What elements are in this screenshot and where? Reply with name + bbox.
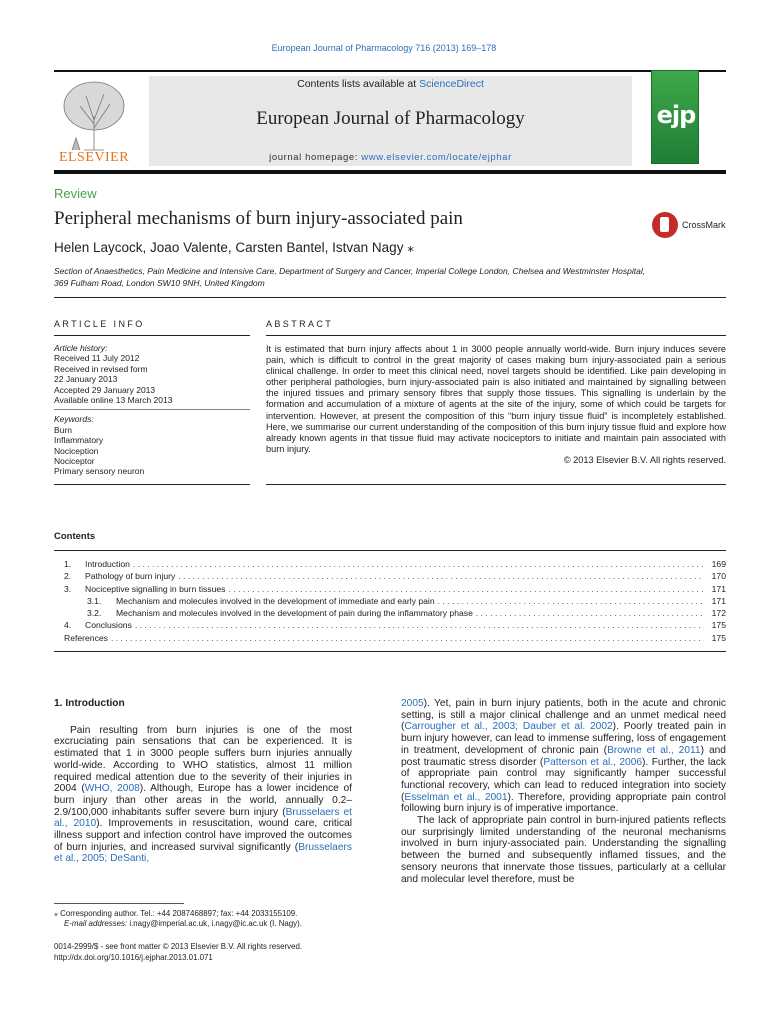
- history-item: 22 January 2013: [54, 374, 118, 385]
- table-of-contents: [54, 559, 726, 645]
- footnotes: [54, 909, 354, 929]
- toc-leader-dots: [476, 608, 703, 618]
- reference-link[interactable]: Brusselaers et al., 2005; DeSanti,: [54, 841, 352, 865]
- reference-link[interactable]: Patterson et al., 2006: [543, 756, 643, 768]
- corresponding-author-note: ⁎ Corresponding author. Tel.: +44 2087468897; fax: +44 2033155109.: [54, 909, 298, 918]
- contents-title: Contents: [54, 531, 96, 542]
- abstract-text: It is estimated that burn injury affects about 1 in 3000 people annually world-wide. Burn injury induces severe pain, which is difficult to control in the great majority of cases making burn injury-associated pain a serious clinical challenge. In order to meet this clinical need, novel targets should be identified. Like pain developing in other peripheral pathologies, burn injury-associated pain is also initiated and maintained by signalling between the injured tissues and primary sensory fibres that supply those tissues. This signalling is underlain by the formation and accumulation of a mixture of agents at the site of the injury, some of which could be targets for intervention. However, at present the composition of this “burn injury tissue fluid” is incompletely established. Here, we summarise our current understanding of the composition of this burn injury tissue fluid and explore how already known agents in that tissue fluid may activate nociceptors to initiate and maintain pain associated with burn injury.: [266, 344, 726, 454]
- corresponding-mark[interactable]: ⁎: [407, 240, 414, 255]
- footnote-rule: [54, 903, 184, 904]
- reference-link[interactable]: WHO, 2008: [84, 783, 140, 795]
- affiliation-line-2: 369 Fulham Road, London SW10 9NH, United Kingdom: [54, 278, 265, 288]
- affiliation-line-1: Section of Anaesthetics, Pain Medicine and Intensive Care, Department of Surgery and Cancer, Imperial College London, Chelsea and Westminster Hospital,: [54, 266, 646, 276]
- toc-entry[interactable]: [54, 608, 726, 620]
- body-text: ). Further, the lack of appropriate pain control may significantly hamper successful functional recovery, which can lead to reduced integration into society (: [401, 756, 726, 803]
- body-text: Pain resulting from burn injuries is one of the most excruciating pain sensations that can be experienced. It is estimated that 1 in 3000 people suffers burn injuries annually world-wide. According to WHO statistics, almost 11 million required medical attention due to the severity of their injuries in 2004 (: [54, 724, 352, 795]
- toc-page-number: 175: [711, 620, 726, 631]
- contents-top-rule: [54, 550, 726, 551]
- toc-page-number: 171: [711, 595, 726, 606]
- history-title: Article history:: [54, 343, 108, 353]
- article-title: Peripheral mechanisms of burn injury-associated pain: [54, 208, 463, 229]
- contents-available-line: [149, 78, 632, 90]
- cover-logo-text: ejp: [656, 101, 696, 129]
- toc-entry[interactable]: [54, 596, 726, 608]
- sciencedirect-link[interactable]: ScienceDirect: [419, 78, 484, 90]
- affiliation: [54, 265, 654, 289]
- body-left-column: [54, 698, 352, 865]
- reference-link[interactable]: Brusselaers et al., 2010: [54, 806, 352, 830]
- article-info-heading: ARTICLE INFO: [54, 319, 145, 329]
- abstract-heading-rule: [266, 335, 726, 336]
- history-item: Accepted 29 January 2013: [54, 384, 156, 395]
- email-note: [54, 919, 354, 929]
- abstract-panel: [266, 344, 726, 466]
- body-right-column: [401, 698, 726, 885]
- keyword-item: Primary sensory neuron: [54, 466, 145, 477]
- journal-cover-thumbnail: [651, 70, 699, 164]
- info-bottom-rule: [54, 484, 250, 485]
- history-item: Received in revised form: [54, 363, 148, 374]
- keyword-item: Nociception: [54, 445, 99, 456]
- toc-leader-dots: [135, 620, 703, 630]
- reference-link[interactable]: Carrougher et al., 2003; Dauber et al. 2002: [404, 721, 613, 733]
- toc-leader-dots: [228, 584, 703, 594]
- crossmark-badge[interactable]: [652, 212, 732, 240]
- homepage-link[interactable]: www.elsevier.com/locate/ejphar: [361, 152, 512, 163]
- journal-homepage-line: [149, 152, 632, 163]
- abstract-bottom-rule: [266, 484, 726, 485]
- abstract-copyright: © 2013 Elsevier B.V. All rights reserved.: [563, 454, 726, 465]
- toc-page-number: 172: [711, 608, 726, 619]
- intro-paragraph-2: The lack of appropriate pain control in burn-injured patients reflects our surprisingly limited understanding of the neuronal mechanisms involved in burn injury-associated pain. Understanding the signalling between the burned and subsequently inflamed tissues, and the sensory neurons that innervate those tissues, particularly at a cellular and molecular level therefore, must be: [401, 815, 726, 885]
- author-names: Helen Laycock, Joao Valente, Carsten Bantel, Istvan Nagy: [54, 240, 404, 255]
- toc-label: References: [64, 632, 108, 643]
- toc-entry[interactable]: [54, 559, 726, 571]
- history-item: Available online 13 March 2013: [54, 395, 173, 406]
- body-text: ). Poorly treated pain in burn injury however, can lead to immense suffering, loss of engagement in treatment, development of chronic pain (: [401, 721, 726, 756]
- publisher-name: ELSEVIER: [58, 150, 130, 165]
- crossmark-label: CrossMark: [682, 220, 726, 230]
- journal-citation[interactable]: European Journal of Pharmacology 716 (2013) 169–178: [271, 43, 497, 53]
- toc-label: Nociceptive signalling in burn tissues: [85, 583, 226, 594]
- article-type: Review: [54, 186, 97, 201]
- toc-entry[interactable]: [54, 584, 726, 596]
- journal-title-box: [149, 76, 632, 166]
- intro-paragraph-continued: [401, 698, 726, 815]
- body-text: ). Improvements in resuscitation, wound care, critical illness support and infection control have improved the outcomes of burn injuries, and increased survival significantly (: [54, 818, 352, 853]
- contents-bottom-rule: [54, 651, 726, 652]
- toc-label: Conclusions: [85, 620, 132, 631]
- keyword-item: Inflammatory: [54, 435, 104, 446]
- keywords-title: Keywords:: [54, 414, 94, 425]
- doi-link[interactable]: http://dx.doi.org/10.1016/j.ejphar.2013.01.071: [54, 953, 213, 962]
- email-label: E-mail addresses:: [64, 919, 128, 928]
- toc-page-number: 171: [711, 583, 726, 594]
- keyword-item: Nociceptor: [54, 456, 95, 467]
- issn-line: 0014-2999/$ - see front matter © 2013 Elsevier B.V. All rights reserved.: [54, 942, 303, 951]
- toc-page-number: 170: [711, 571, 726, 582]
- toc-number: 4.: [64, 620, 72, 631]
- crossmark-icon: [652, 212, 678, 238]
- toc-number: 1.: [64, 559, 72, 569]
- toc-entry[interactable]: [54, 571, 726, 583]
- toc-leader-dots: [111, 633, 703, 643]
- issn-doi-block: [54, 941, 374, 963]
- toc-entry[interactable]: [54, 620, 726, 632]
- header-bottom-rule: [54, 170, 726, 174]
- info-heading-rule: [54, 335, 250, 336]
- reference-link[interactable]: Browne et al., 2011: [607, 744, 701, 756]
- toc-page-number: 175: [711, 632, 726, 643]
- toc-label: Pathology of burn injury: [85, 571, 176, 582]
- toc-leader-dots: [178, 571, 703, 581]
- reference-link[interactable]: 2005: [401, 698, 424, 709]
- body-text: ) and post traumatic stress disorder (: [401, 744, 726, 768]
- body-text: ). Yet, pain in burn injury patients, both in the acute and chronic setting, is still a major clinical challenge and an unmet medical need (: [401, 698, 726, 733]
- author-list: [54, 240, 414, 256]
- homepage-prefix: journal homepage:: [269, 152, 362, 163]
- toc-number: 3.2.: [87, 608, 102, 619]
- info-top-rule: [54, 297, 726, 298]
- email-addresses[interactable]: i.nagy@imperial.ac.uk, i.nagy@ic.ac.uk (I. Nagy).: [127, 919, 302, 928]
- toc-label: Mechanism and molecules involved in the development of pain during the inflammatory phase: [116, 608, 473, 619]
- toc-number: 3.: [64, 583, 72, 594]
- toc-label: Introduction: [85, 559, 130, 569]
- toc-number: 3.1.: [87, 595, 102, 606]
- info-divider: [54, 409, 250, 410]
- toc-leader-dots: [438, 596, 703, 606]
- journal-name: European Journal of Pharmacology: [256, 108, 525, 129]
- journal-header: [54, 70, 726, 166]
- toc-label: Mechanism and molecules involved in the development of immediate and early pain: [116, 595, 435, 606]
- reference-link[interactable]: Esselman et al., 2001: [404, 791, 508, 803]
- contents-prefix: Contents lists available at: [297, 78, 420, 90]
- body-text: ). Although, Europe has a lower incidence of burn injury than other areas in the world, annually 0.2–2.9/100,000 inhabitants suffer severe burn injury (: [54, 783, 352, 818]
- toc-leader-dots: [133, 559, 703, 569]
- history-item: Received 11 July 2012: [54, 353, 140, 364]
- intro-paragraph: [54, 725, 352, 865]
- toc-entry[interactable]: [54, 633, 726, 645]
- toc-page-number: 169: [711, 559, 726, 569]
- body-text: ). Therefore, providing appropriate pain control following burn injury is of imperative importance.: [401, 791, 726, 815]
- abstract-heading: ABSTRACT: [266, 319, 334, 329]
- section-heading: 1. Introduction: [54, 698, 125, 709]
- toc-number: 2.: [64, 571, 72, 582]
- keyword-item: Burn: [54, 424, 72, 435]
- article-info-panel: [54, 343, 250, 477]
